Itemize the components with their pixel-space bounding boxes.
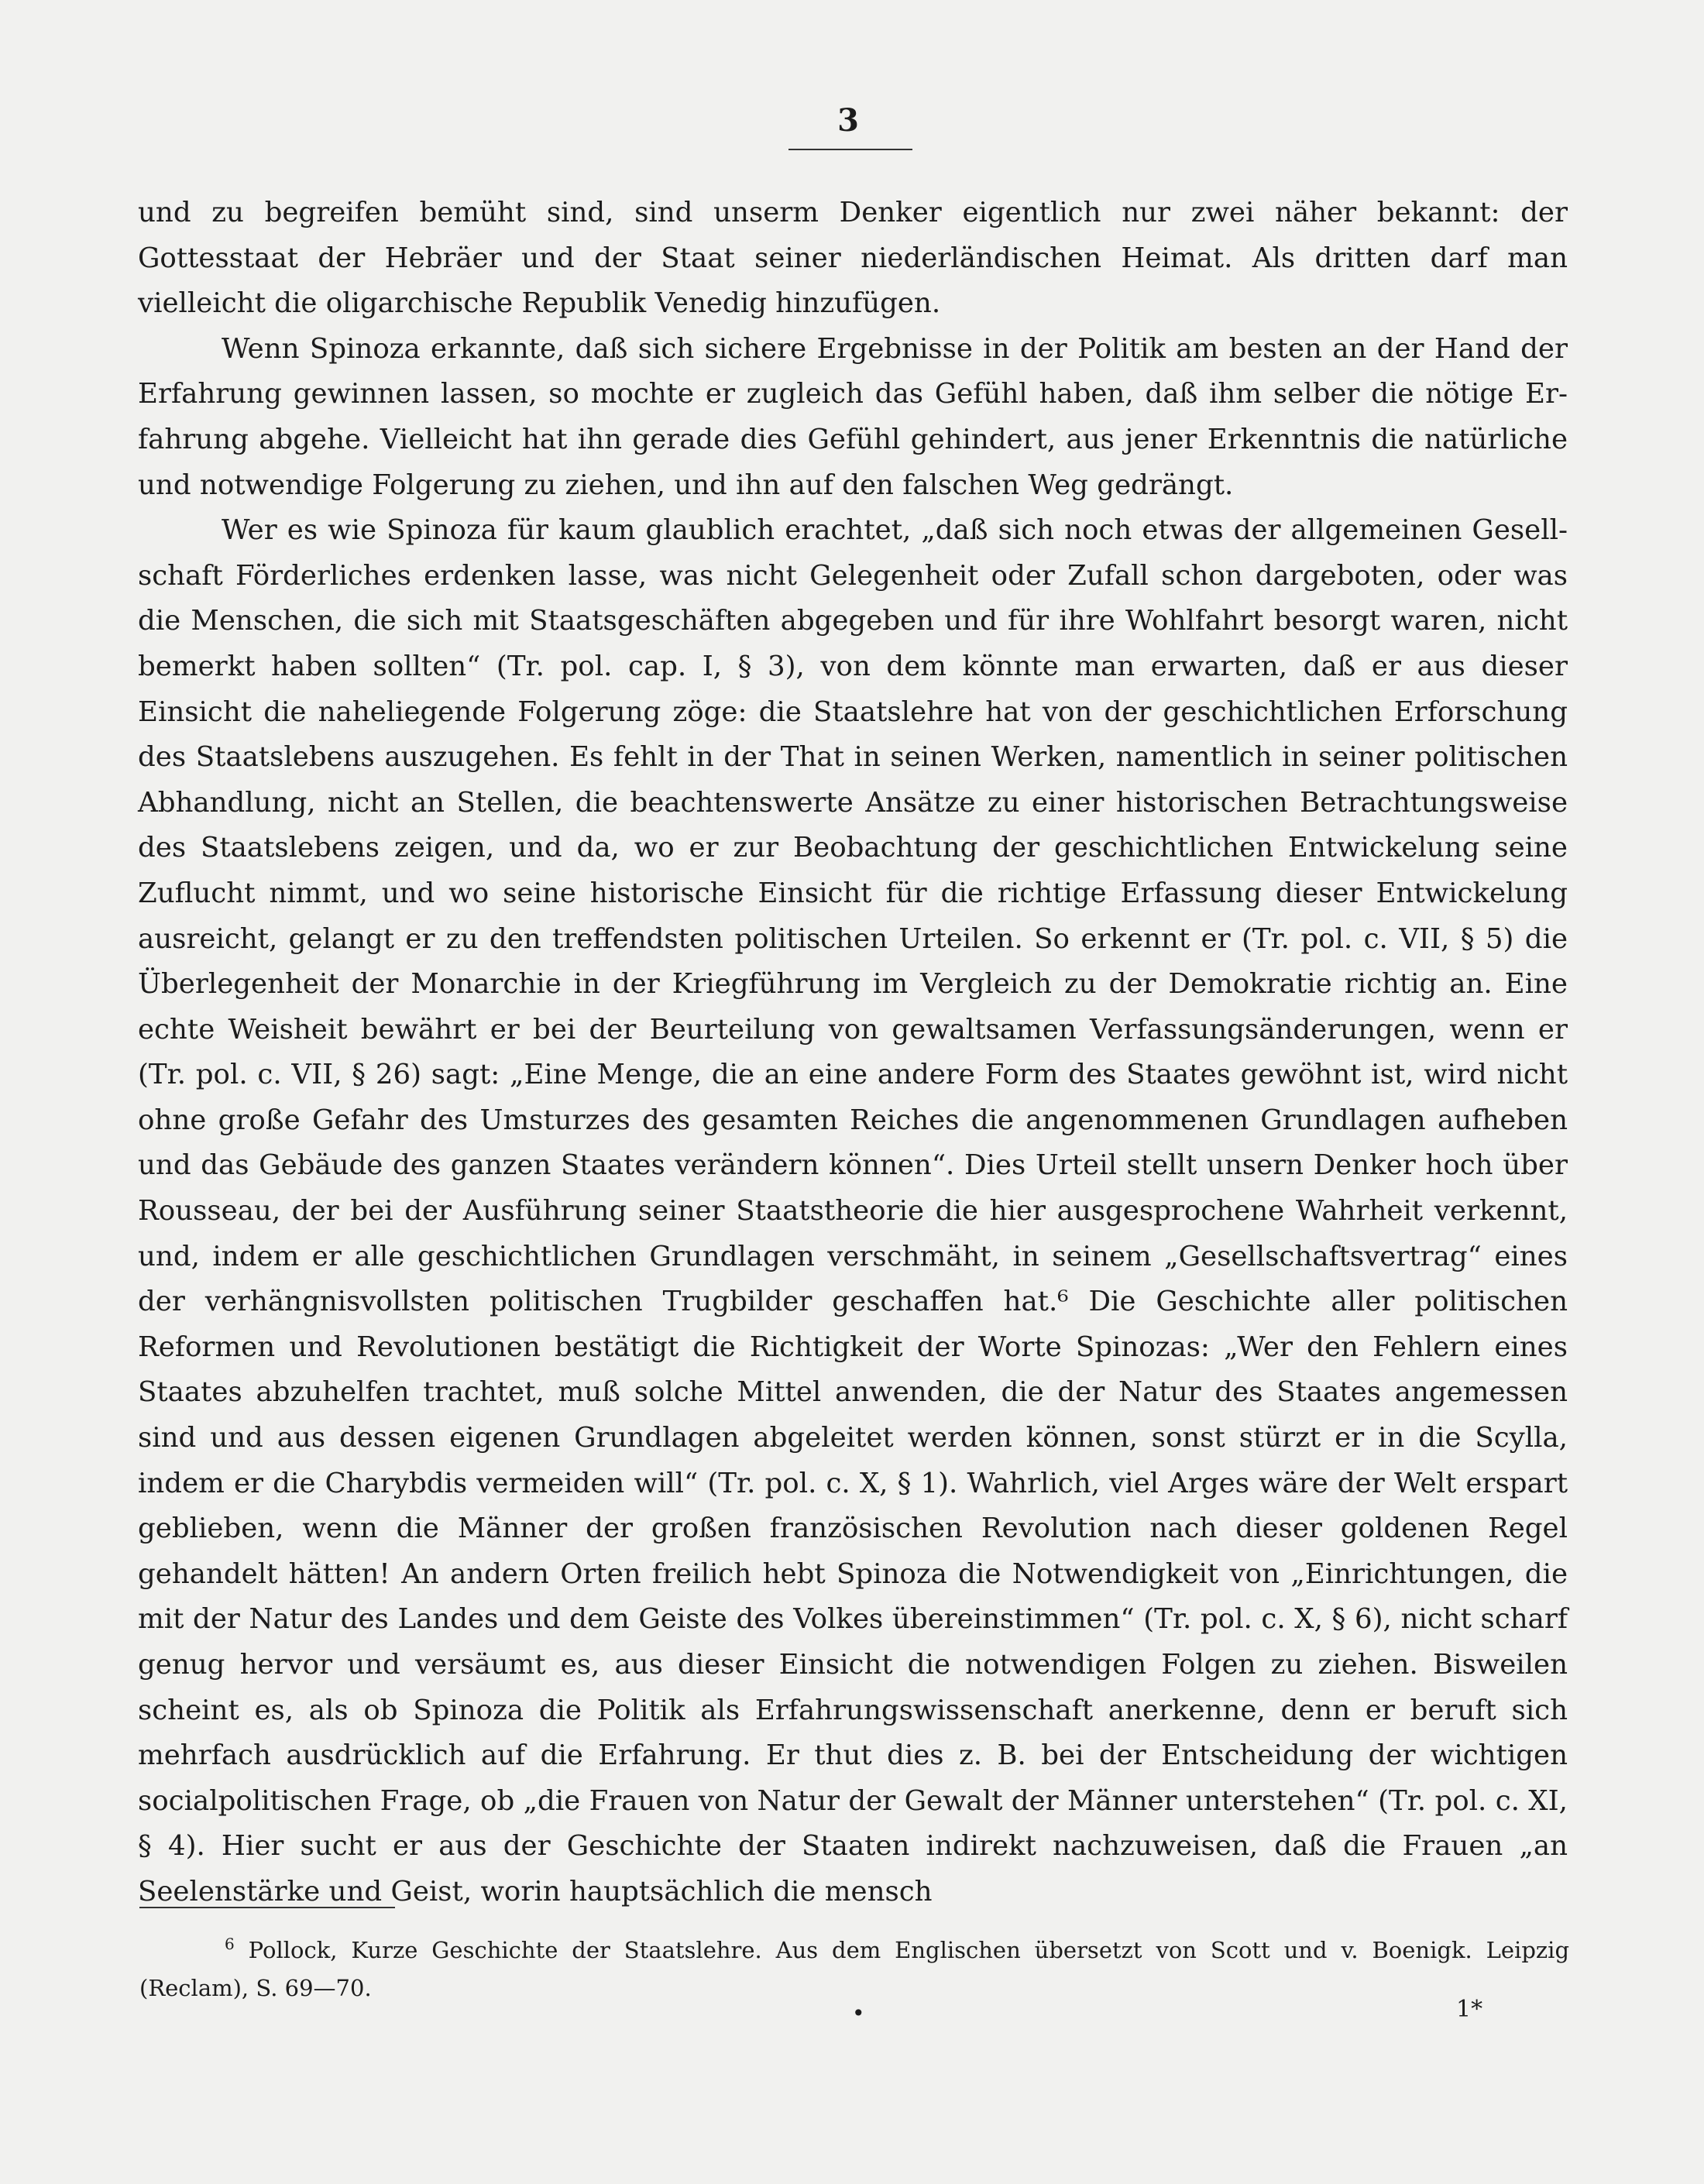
signature-mark: 1* <box>1456 1996 1483 2023</box>
paragraph-3: Wer es wie Spinoza für kaum glaublich erachtet, „daß sich noch etwas der allgemeinen Gesellschaft Förderliches erdenken lasse, was nicht Gelegenheit oder Zufall schon dargeboten, oder was die Menschen, die sich mit Staatsgeschäften abgegeben und für ihre Wohlfahrt besorgt waren, nicht bemerkt haben sollten“ (Tr. pol. cap. I, § 3), von dem könnte man erwarten, daß er aus dieser Einsicht die naheliegende Folgerung zöge: die Staatslehre hat von der geschichtlichen Erforschung des Staatslebens auszugehen. Es fehlt in der That in seinen Werken, namentlich in seiner politischen Abhandlung, nicht an Stellen, die beachtenswerte Ansätze zu einer historischen Betrachtungsweise des Staatslebens zeigen, und da, wo er zur Beobachtung der geschichtlichen Entwickelung seine Zuflucht nimmt, und wo seine historische Einsicht für die richtige Erfassung dieser Entwickelung ausreicht, gelangt er zu den treffendsten politischen Urteilen. So erkennt er (Tr. pol. c. VII, § 5) die Überlegenheit der Monarchie in der Kriegführung im Vergleich zu der Demokratie richtig an. Eine echte Weisheit bewährt er bei der Beurteilung von gewaltsamen Verfassungsänderungen, wenn er (Tr. pol. c. VII, § 26) sagt: „Eine Menge, die an eine andere Form des Staates gewöhnt ist, wird nicht ohne große Gefahr des Umsturzes des gesamten Reiches die angenommenen Grundlagen aufheben und das Gebäude des ganzen Staates verändern können“. Dies Urteil stellt unsern Denker hoch über Rousseau, der bei der Ausführung seiner Staatstheorie die hier ausgesprochene Wahrheit verkennt, und, indem er alle geschichtlichen Grundlagen verschmäht, in seinem „Gesellschaftsvertrag“ eines der verhängnisvollsten politischen Trugbilder geschaffen hat.⁶ Die Geschichte aller politischen Reformen und Revolutionen bestätigt die Richtigkeit der Worte Spinozas: „Wer den Fehlern eines Staates abzuhelfen trachtet, muß solche Mittel anwenden, die der Natur des Staates angemessen sind und aus dessen eigenen Grundlagen abgeleitet werden können, sonst stürzt er in die Scylla, indem er die Charybdis vermeiden will“ (Tr. pol. c. X, § 1). Wahrlich, viel Arges wäre der Welt erspart geblieben, wenn die Männer der großen französischen Revolution nach dieser goldenen Regel gehandelt hätten! An andern Orten freilich hebt Spinoza die Notwendigkeit von „Einrichtungen, die mit der Natur des Landes und dem Geiste des Volkes übereinstimmen“ (Tr. pol. c. X, § 6), nicht scharf genug hervor und versäumt es, aus dieser Einsicht die notwendigen Folgen zu ziehen. Bisweilen scheint es, als ob Spinoza die Politik als Erfahrungswissenschaft anerkenne, denn er beruft sich mehrfach ausdrücklich auf die Erfahrung. Er thut dies z. B. bei der Entscheidung der wichtigen socialpolitischen Frage, ob „die Frauen von Natur der Gewalt der Männer unterstehen“ (Tr. pol. c. XI, § 4). Hier sucht er aus der Geschichte der Staaten indirekt nachzuweisen, daß die Frauen „an Seelenstärke und Geist, worin hauptsächlich die mensch <box>138 514 1568 1908</box>
bottom-dot: • <box>852 2000 865 2026</box>
footnote-rule <box>139 1907 395 1908</box>
footnote <box>139 1932 1569 2007</box>
body-text <box>138 191 1568 1915</box>
page-number: 3 <box>837 102 859 139</box>
header-rule <box>788 149 912 150</box>
paragraph-2: Wenn Spinoza erkannte, daß sich sichere Ergebnisse in der Politik am besten an der Hand der Erfahrung gewinnen lassen, so mochte er zugleich das Gefühl haben, daß ihm selber die nötige Erfahrung abgehe. Vielleicht hat ihn gerade dies Gefühl gehindert, aus jener Erkenntnis die natürliche und notwendige Folgerung zu ziehen, und ihn auf den falschen Weg gedrängt. <box>138 332 1568 501</box>
paragraph-1: und zu begreifen bemüht sind, sind unserm Denker eigentlich nur zwei näher bekannt: der Gottesstaat der Hebräer und der Staat seiner niederländischen Heimat. Als dritten darf man vielleicht die oligarchische Republik Venedig hinzufügen. <box>138 197 1568 320</box>
footnote-text: Pollock, Kurze Geschichte der Staatslehre. Aus dem Englischen übersetzt von Scott und v. Boenigk. Leipzig (Reclam), S. 69—70. <box>139 1937 1570 2001</box>
footnote-mark: 6 <box>225 1935 235 1954</box>
